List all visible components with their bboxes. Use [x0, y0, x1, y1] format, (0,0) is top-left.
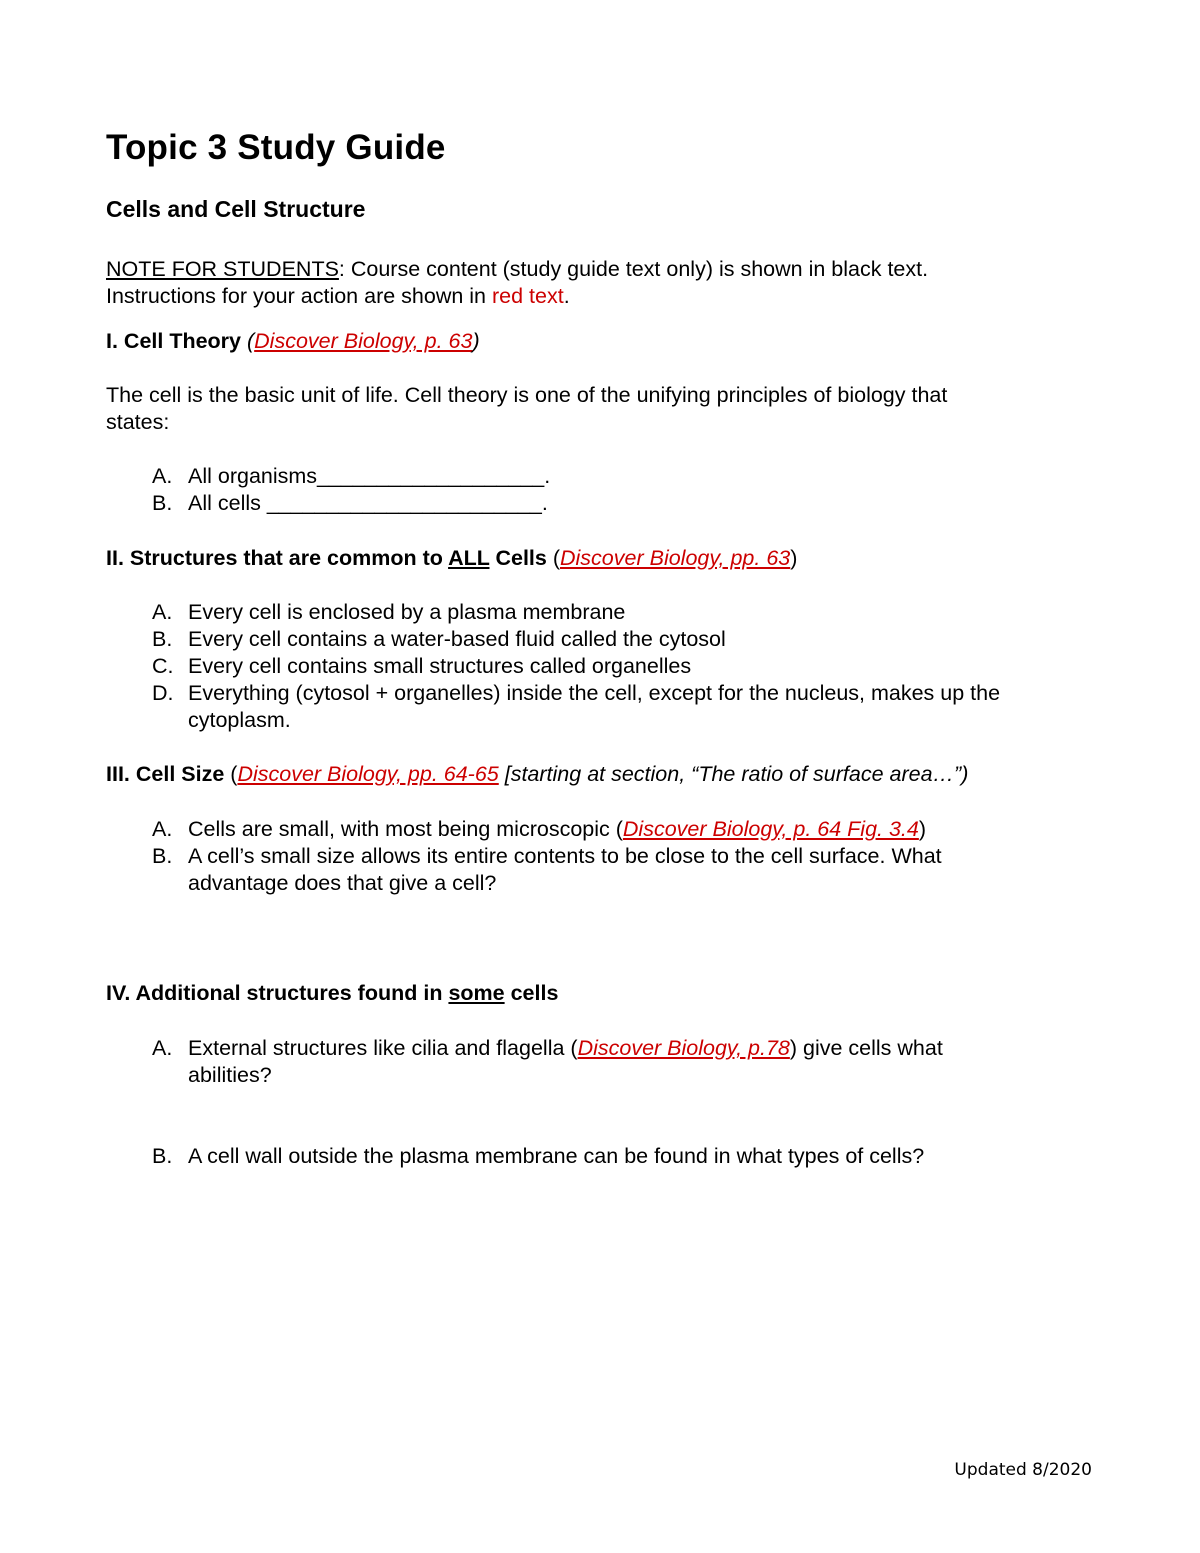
section-2-ref-open: (	[546, 546, 560, 570]
section-3-title: III. Cell Size	[106, 762, 225, 786]
section-1-reference-link[interactable]: Discover Biology, p. 63	[254, 329, 473, 353]
section-1-paragraph-line-1: The cell is the basic unit of life. Cell theory is one of the unifying principles of biology that	[106, 383, 948, 407]
list-item-text-end: ) give cells what	[789, 1036, 943, 1060]
section-2-heading	[106, 546, 797, 571]
section-4-title-end: cells	[504, 981, 559, 1005]
section-2-title-end: Cells	[489, 546, 547, 570]
section-3-reference-link[interactable]: Discover Biology, pp. 64-65	[237, 762, 499, 786]
list-marker: B.	[152, 1144, 173, 1168]
list-item-continuation: abilities?	[188, 1063, 272, 1087]
section-2-ref-close: )	[790, 546, 798, 570]
list-item-continuation: cytoplasm.	[188, 708, 291, 732]
list-marker: B.	[152, 627, 173, 651]
list-item: Everything (cytosol + organelles) inside the cell, except for the nucleus, makes up the	[188, 681, 1001, 705]
list-item	[188, 1036, 943, 1061]
section-1-title: I. Cell Theory	[106, 329, 242, 353]
list-item: Every cell is enclosed by a plasma membrane	[188, 600, 626, 624]
note-line-2-text: Instructions for your action are shown in	[106, 284, 492, 308]
section-4-emphasis: some	[448, 981, 505, 1005]
note-line-2	[106, 284, 570, 309]
list-item: A cell’s small size allows its entire contents to be close to the cell surface. What	[188, 844, 942, 868]
note-label: NOTE FOR STUDENTS	[106, 257, 339, 281]
page-subtitle: Cells and Cell Structure	[106, 196, 366, 222]
page-title: Topic 3 Study Guide	[106, 128, 446, 167]
list-item-text: External structures like cilia and flagella (	[188, 1036, 578, 1060]
section-1-paragraph-line-2: states:	[106, 410, 170, 434]
list-marker: A.	[152, 1036, 173, 1060]
list-marker: A.	[152, 464, 173, 488]
section-1-ref-open: (	[241, 329, 255, 353]
section-3-ref-open: (	[224, 762, 238, 786]
section-4-reference-link[interactable]: Discover Biology, p.78	[577, 1036, 790, 1060]
section-1-heading	[106, 329, 480, 354]
section-3-heading	[106, 762, 968, 787]
list-item-close: )	[918, 817, 927, 841]
note-red-text: red text	[492, 284, 564, 308]
section-3-figure-link[interactable]: Discover Biology, p. 64 Fig. 3.4	[622, 817, 919, 841]
note-line-1-text: : Course content (study guide text only) is shown in black text.	[338, 257, 929, 281]
list-item-text: Cells are small, with most being microscopic (	[188, 817, 623, 841]
list-item: Every cell contains a water-based fluid called the cytosol	[188, 627, 726, 651]
list-item: A cell wall outside the plasma membrane can be found in what types of cells?	[188, 1144, 925, 1168]
section-2-title: II. Structures that are common to	[106, 546, 449, 570]
list-item	[188, 817, 926, 842]
note-period: .	[563, 284, 570, 308]
list-marker: B.	[152, 844, 173, 868]
note-line-1	[106, 257, 928, 282]
list-marker: A.	[152, 600, 173, 624]
list-item: All cells _______________________.	[188, 491, 548, 515]
section-4-title: IV. Additional structures found in	[106, 981, 449, 1005]
list-marker: B.	[152, 491, 173, 515]
list-marker: C.	[152, 654, 174, 678]
list-marker: D.	[152, 681, 174, 705]
footer-updated-date: Updated 8/2020	[954, 1460, 1092, 1480]
list-item: All organisms___________________.	[188, 464, 551, 488]
section-3-ref-note: [starting at section, “The ratio of surface area…”)	[498, 762, 969, 786]
list-marker: A.	[152, 817, 173, 841]
list-item-continuation: advantage does that give a cell?	[188, 871, 497, 895]
section-1-ref-close: )	[472, 329, 480, 353]
section-4-heading	[106, 981, 558, 1006]
section-2-emphasis: ALL	[448, 546, 490, 570]
section-2-reference-link[interactable]: Discover Biology, pp. 63	[560, 546, 791, 570]
list-item: Every cell contains small structures called organelles	[188, 654, 692, 678]
